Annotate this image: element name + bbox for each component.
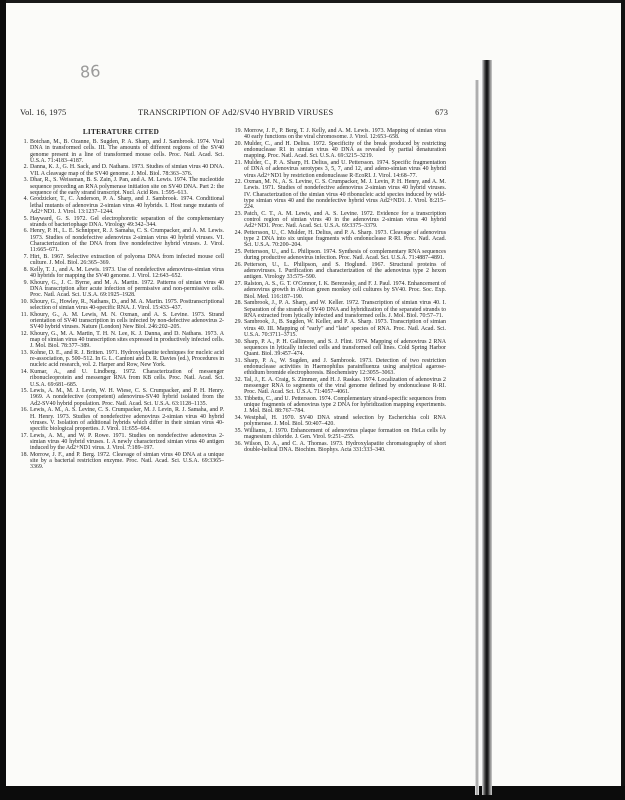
reference-text: Khoury, G., J. C. Byrne, and M. A. Martin. 1972. Patterns of simian virus 40 DNA transcription after acute infection of permissive and non-permissive cells. Proc. Natl. Acad. Sci. U.S.A. 69:1925–1928. bbox=[30, 279, 224, 299]
header-title: TRANSCRIPTION OF Ad2/SV40 HYBRID VIRUSES bbox=[138, 108, 334, 117]
reference-number: 29. bbox=[234, 319, 242, 326]
reference-entry bbox=[232, 300, 446, 319]
reference-entry bbox=[232, 249, 446, 262]
reference-text: Morrow, J. F., P. Berg, T. J. Kelly, and A. M. Lewis. 1973. Mapping of simian virus 40 early functions on the viral chromosome. J. Virol. 12:653–658. bbox=[244, 128, 446, 141]
reference-entry bbox=[18, 312, 224, 331]
reference-number: 6. bbox=[23, 228, 28, 235]
reference-number: 24. bbox=[234, 229, 242, 236]
reference-text: Pettersson, U., C. Mulder, H. Delius, and P. A. Sharp. 1973. Cleavage of adenovirus type 2 DNA into six unique fragments with endonuclease R·RI. Proc. Natl. Acad. Sci. U.S.A. 70:200–204. bbox=[244, 229, 446, 249]
reference-entry bbox=[18, 388, 224, 407]
reference-text: Patch, C. T., A. M. Lewis, and A. S. Levine. 1972. Evidence for a transcription control region of simian virus 40 in the adenovirus 2-simian virus 40 hybrid Ad2+ND1. Proc. Natl. Acad. Sci. U.S.A. 69:3375–3379. bbox=[244, 210, 446, 230]
reference-number: 12. bbox=[20, 330, 28, 337]
reference-number: 1. bbox=[23, 139, 28, 145]
reference-text: Tal, J., E. A. Craig, S. Zimmer, and H. J. Raskas. 1974. Localization of adenovirus 2 messenger RNA to segments of the viral genome defined by endonuclease R·RI. Proc. Natl. Acad. Sci. U.S.A. 71:4057–4061. bbox=[244, 376, 446, 396]
reference-entry bbox=[18, 452, 224, 471]
reference-column-left bbox=[18, 128, 224, 471]
reference-text: Khoury, G., A. M. Lewis, M. N. Oxman, and A. S. Levine. 1973. Strand orientation of SV40 transcription in cells infected by non-defective adenovirus 2-SV40 hybrid viruses. Nature (London) New Biol. 246:202–205. bbox=[30, 311, 224, 331]
reference-number: 32. bbox=[234, 376, 242, 383]
handwritten-page-note: 86 bbox=[79, 61, 101, 82]
scan-edge-top bbox=[0, 0, 625, 3]
reference-entry bbox=[232, 415, 446, 428]
reference-text: Khoury, G., Howley, R., Nathans, D., and M. A. Martin. 1975. Posttranscriptional selection of simian virus 40-specific RNA. J. Virol. 15:433–437. bbox=[30, 298, 224, 312]
reference-number: 11. bbox=[20, 311, 28, 318]
reference-entry bbox=[232, 179, 446, 210]
reference-entry bbox=[232, 281, 446, 300]
reference-text: Sambrook, J., P. A. Sharp, and W. Keller. 1972. Transcription of simian virus 40. I. Separation of the strands of SV40 DNA and hybridization of the separated strands to RNA extracted from lytically infected and transformed cells. J. Mol. Biol. 70:57–71. bbox=[244, 300, 446, 319]
reference-entry bbox=[18, 164, 224, 177]
header-volume: Vol. 16, 1975 bbox=[20, 108, 67, 117]
reference-text: Botchan, M., B. Ozanne, B. Sugden, P. A. Sharp, and J. Sambrook. 1974. Viral DNA in transformed cells. III. The amounts of different regions of the SV40 genome present in a line of transformed mouse cells. Proc. Natl. Acad. Sci. U.S.A. 71:4183–4187. bbox=[30, 139, 224, 164]
reference-text: Lewis, A. M., and W. P. Rowe. 1971. Studies on nondefective adenovirus 2-simian virus 40 hybrid viruses. I. A newly characterized simian virus 40 antigen induced by the Ad2+ND1 virus. J. Virol. 7:189–197. bbox=[30, 432, 224, 452]
reference-entry bbox=[18, 196, 224, 215]
reference-text: Mulder, C., P. A. Sharp, H. Delius, and U. Pettersson. 1974. Specific fragmentation of DNA of adenovirus serotypes 3, 5, 7, and 12, and adeno-simian virus 40 hybrid virus Ad2+ND1 by restriction endonuclease R·EcoRI. J. Virol. 14:68–77. bbox=[244, 160, 446, 179]
reference-number: 8. bbox=[23, 266, 28, 273]
reference-number: 15. bbox=[20, 388, 28, 395]
reference-text: Westphal, H. 1970. SV40 DNA strand selection by Escherichia coli RNA polymerase. J. Mol. Biol. 50:407–420. bbox=[244, 415, 446, 428]
reference-number: 14. bbox=[20, 369, 28, 376]
reference-number: 16. bbox=[20, 407, 28, 414]
reference-entry bbox=[18, 280, 224, 299]
reference-entry bbox=[18, 407, 224, 432]
reference-entry bbox=[232, 428, 446, 441]
reference-number: 22. bbox=[234, 179, 242, 186]
reference-text: Grodzicker, T., C. Anderson, P. A. Sharp, and J. Sambrook. 1974. Conditional lethal mutants of adenovirus 2-simian virus 40 hybrids. I. Host range mutants of Ad2+ND1. J. Virol. 13:1237–1244. bbox=[30, 196, 224, 215]
running-header bbox=[20, 108, 448, 120]
reference-entry bbox=[18, 350, 224, 369]
reference-number: 31. bbox=[234, 357, 242, 364]
reference-entry bbox=[232, 141, 446, 160]
reference-number: 7. bbox=[23, 253, 28, 260]
reference-text: Wilson, D. A., and C. A. Thomas. 1973. Hydroxylapatite chromatography of short double-helical DNA. Biochim. Biophys. Acta 331:333–340. bbox=[244, 440, 446, 454]
reference-text: Sharp, P. A., W. Sugden, and J. Sambrook. 1973. Detection of two restriction endonuclease activities in Haemophilus parainfluenza using analytical agarose-ethidium bromide electrophoresis. Biochemistry 12:3055–3063. bbox=[244, 357, 446, 377]
reference-entry bbox=[232, 262, 446, 281]
reference-text: Lewis, A. M., A. S. Levine, C. S. Crumpacker, M. J. Levin, R. J. Samaha, and P. H. Henry. 1973. Studies of nondefective adenovirus 2-simian virus 40 hybrid viruses. V. Isolation of additional hybrids which differ in their simian virus 40-specific biological properties. J. Virol. 11:655–664. bbox=[30, 407, 224, 433]
reference-entry bbox=[18, 254, 224, 267]
header-page-number: 673 bbox=[435, 108, 448, 117]
reference-text: Mulder, C., and H. Delius. 1972. Specificity of the break produced by restricting endonuclease R1 in simian virus 40 DNA as revealed by partial denaturation mapping. Proc. Natl. Acad. Sci. U.S.A. 69:3215–3219. bbox=[244, 140, 446, 160]
reference-column-right bbox=[232, 128, 446, 454]
reference-number: 2. bbox=[23, 164, 28, 171]
binder-edge bbox=[482, 60, 492, 795]
reference-number: 5. bbox=[23, 215, 28, 222]
reference-number: 28. bbox=[234, 300, 242, 307]
reference-number: 35. bbox=[234, 428, 242, 434]
reference-entry bbox=[18, 228, 224, 253]
reference-entry bbox=[232, 339, 446, 358]
reference-entry bbox=[232, 396, 446, 415]
reference-entry bbox=[18, 139, 224, 164]
reference-text: Oxman, M. N., A. S. Levine, C. S. Crumpacker, M. J. Levin, P. H. Henry, and A. M. Lewis. 1971. Studies of nondefective adenovirus 2-simian virus 40 hybrid viruses. IV. Characterization of the simian virus 40 ribonucleic acid species induced by wild-type simian virus 40 and the nondefective hybrid virus Ad2+ND1. J. Virol. 8:215–224. bbox=[244, 179, 446, 211]
reference-entry bbox=[232, 230, 446, 249]
reference-entry bbox=[18, 433, 224, 452]
reference-number: 23. bbox=[234, 210, 242, 217]
reference-entry bbox=[18, 331, 224, 350]
reference-entry bbox=[232, 211, 446, 230]
reference-number: 17. bbox=[20, 432, 28, 439]
reference-text: Hirt, B. 1967. Selective extraction of polyoma DNA from infected mouse cell culture. J. Mol. Biol. 26:365–369. bbox=[30, 253, 224, 267]
reference-text: Khoury, G., M. A. Martin, T. H. N. Lee, K. J. Danna, and D. Nathans. 1973. A map of simian virus 40 transcription sites expressed in productively infected cells. J. Mol. Biol. 78:377–389. bbox=[30, 330, 224, 350]
scan-edge-right bbox=[621, 0, 625, 800]
reference-number: 36. bbox=[234, 440, 242, 447]
reference-text: Petterson, U., L. Philipson, and S. Hoglund. 1967. Structural proteins of adenoviruses. I. Purification and characterization of the adenovirus type 2 hexon antigen. Virology 33:575–590. bbox=[244, 261, 446, 281]
reference-number: 4. bbox=[23, 196, 28, 203]
reference-text: Ralston, A. S., G. T. O'Connor, I. K. Berezesky, and F. J. Paul. 1974. Enhancement of adenovirus growth in African green monkey cell cultures by SV40. Proc. Soc. Exp. Biol. Med. 116:187–190. bbox=[244, 281, 446, 300]
reference-text: Kumar, A., and U. Lindberg. 1972. Characterization of messenger ribonucleoprotein and messenger RNA from KB cells. Proc. Natl. Acad. Sci. U.S.A. 69:681–685. bbox=[30, 369, 224, 388]
reference-entry bbox=[232, 319, 446, 338]
reference-number: 27. bbox=[234, 281, 242, 288]
reference-number: 13. bbox=[20, 349, 28, 356]
binder-shadow bbox=[475, 80, 479, 795]
reference-text: Hayward, G. S. 1972. Gel electrophoretic separation of the complementary strands of bacteriophage DNA. Virology 49:342–344. bbox=[30, 215, 224, 228]
reference-number: 26. bbox=[234, 261, 242, 268]
reference-entry bbox=[232, 160, 446, 179]
reference-number: 9. bbox=[23, 279, 28, 286]
scan-edge-left bbox=[0, 0, 6, 800]
reference-entry bbox=[18, 177, 224, 196]
reference-text: Tibbetts, C., and U. Pettersson. 1974. Complementary strand-specific sequences from unique fragments of adenovirus type 2 DNA for hybridization mapping experiments. J. Mol. Biol. 88:767–784. bbox=[244, 395, 446, 415]
reference-text: Henry, P. H., L. E. Schnipper, R. J. Samaha, C. S. Crumpacker, and A. M. Lewis. 1973. Studies of nondefective adenovirus 2-simian virus 40 hybrid viruses. VI. Characterization of the DNA from five nondefective hybrid viruses. J. Virol. 11:665–671. bbox=[30, 228, 224, 254]
scan-edge-bottom bbox=[0, 786, 625, 800]
reference-number: 30. bbox=[234, 338, 242, 345]
reference-text: Sharp, P. A., P. H. Gallimore, and S. J. Flint. 1974. Mapping of adenovirus 2 RNA sequences in lytically infected cells and transformed cell lines. Cold Spring Harbor Quant. Biol. 39:457–474. bbox=[244, 338, 446, 358]
reference-text: Pettersson, U., and L. Philipson. 1974. Synthesis of complementary RNA sequences during productive adenovirus infection. Proc. Natl. Acad. Sci. U.S.A. 71:4887–4891. bbox=[244, 249, 446, 262]
reference-text: Sambrook, J., B. Sugden, W. Keller, and P. A. Sharp. 1973. Transcription of simian virus 40. III. Mapping of "early" and "late" species of RNA. Proc. Natl. Acad. Sci. U.S.A. 70:3711–3715. bbox=[244, 319, 446, 338]
section-title: LITERATURE CITED bbox=[82, 128, 160, 136]
reference-number: 10. bbox=[20, 298, 28, 305]
reference-entry bbox=[18, 369, 224, 388]
reference-entry bbox=[232, 128, 446, 141]
reference-entry bbox=[232, 358, 446, 377]
reference-text: Danna, K. J., G. H. Sack, and D. Nathans. 1973. Studies of simian virus 40 DNA. VII. A cleavage map of the SV40 genome. J. Mol. Biol. 78:363–376. bbox=[30, 164, 224, 177]
reference-text: Dhar, R., S. Weissman, B. S. Zain, J. Pan, and A. M. Lewis. 1974. The nucleotide sequence preceding an RNA polymerase initiation site on SV40 DNA. Part 2: the sequence of the early strand transcript. Nucl. Acid Res. 1:595–613. bbox=[30, 177, 224, 196]
reference-number: 33. bbox=[234, 395, 242, 402]
reference-entry bbox=[232, 441, 446, 454]
reference-entry bbox=[232, 377, 446, 396]
reference-text: Williams, J. 1970. Enhancement of adenovirus plaque formation on HeLa cells by magnesium chloride. J. Gen. Virol. 9:251–255. bbox=[244, 428, 446, 441]
reference-number: 20. bbox=[234, 140, 242, 147]
reference-number: 18. bbox=[20, 451, 28, 458]
reference-number: 3. bbox=[23, 177, 28, 184]
reference-entry bbox=[18, 216, 224, 229]
reference-number: 21. bbox=[234, 160, 242, 167]
reference-text: Kohne, D. E., and R. J. Britten. 1971. Hydroxylapatite techniques for nucleic acid re-association, p. 500–512. In G. L. Cantoni and D. R. Davies (ed.), Procedures in nucleic acid research, vol. 2. Harper and Row, New York. bbox=[30, 349, 224, 369]
reference-number: 25. bbox=[234, 249, 242, 256]
reference-number: 19. bbox=[234, 128, 242, 134]
reference-number: 34. bbox=[234, 415, 242, 422]
reference-text: Kelly, T. J., and A. M. Lewis. 1973. Use of nondefective adenovirus-simian virus 40 hybrids for mapping the SV40 genome. J. Virol. 12:643–652. bbox=[30, 266, 224, 279]
reference-text: Morrow, J. F., and P. Berg. 1972. Cleavage of simian virus 40 DNA at a unique site by a bacterial restriction enzyme. Proc. Natl. Acad. Sci. U.S.A. 69:3365–3369. bbox=[30, 451, 224, 471]
reference-text: Lewis, A. M., M. J. Levin, W. H. Wiese, C. S. Crumpacker, and P. H. Henry. 1969. A nondefective (competent) adenovirus-SV40 hybrid isolated from the Ad2-SV40 hybrid population. Proc. Natl. Acad. Sci. U.S.A. 63:1128–1135. bbox=[30, 388, 224, 407]
reference-entry bbox=[18, 267, 224, 280]
reference-entry bbox=[18, 299, 224, 312]
